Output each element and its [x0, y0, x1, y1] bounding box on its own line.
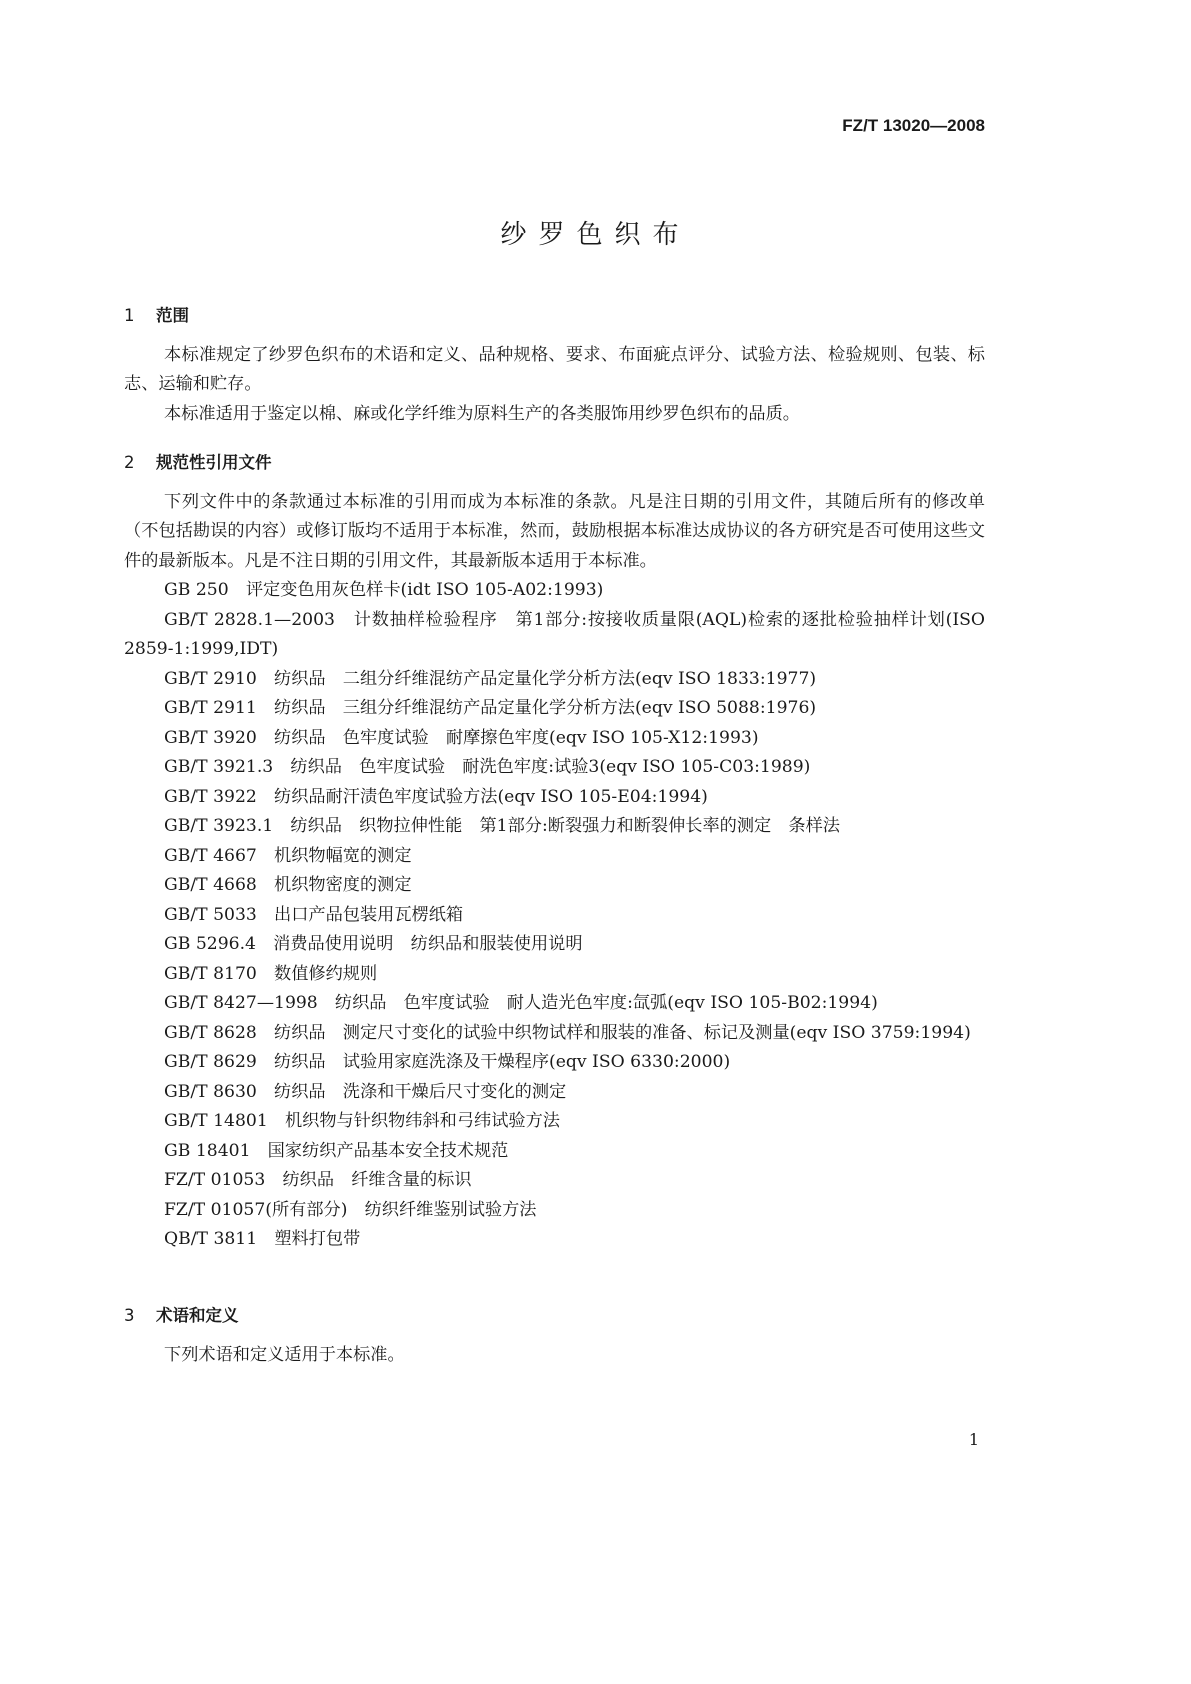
reference-item: GB/T 8427—1998 纺织品 色牢度试验 耐人造光色牢度:氙弧(eqv ISO 105-B02:1994) — [164, 993, 878, 1013]
paragraph: 下列术语和定义适用于本标准。 — [164, 1344, 405, 1365]
reference-item: GB/T 3922 纺织品耐汗渍色牢度试验方法(eqv ISO 105-E04:1994) — [164, 786, 708, 807]
reference-item: GB/T 2910 纺织品 二组分纤维混纺产品定量化学分析方法(eqv ISO 1833:1977) — [164, 668, 817, 689]
standard-number: FZ/T 13020—2008 — [842, 116, 985, 135]
reference-item: FZ/T 01053 纺织品 纤维含量的标识 — [164, 1170, 472, 1190]
section-3 — [124, 1301, 985, 1370]
section-heading: 1 范围 — [124, 306, 189, 325]
reference-list — [124, 576, 985, 1255]
document-title: 纱罗色织布 — [500, 220, 691, 250]
section-heading: 2 规范性引用文件 — [124, 453, 272, 472]
reference-item: GB/T 2911 纺织品 三组分纤维混纺产品定量化学分析方法(eqv ISO 5088:1976) — [164, 698, 817, 718]
reference-item: QB/T 3811 塑料打包带 — [164, 1229, 361, 1249]
reference-item: GB/T 8170 数值修约规则 — [164, 963, 378, 984]
reference-item: GB/T 3921.3 纺织品 色牢度试验 耐洗色牢度:试验3(eqv ISO 105-C03:1989) — [164, 757, 811, 777]
reference-item: GB/T 8630 纺织品 洗涤和干燥后尺寸变化的测定 — [164, 1081, 567, 1102]
reference-item: GB/T 3923.1 纺织品 织物拉伸性能 第1部分:断裂强力和断裂伸长率的测定 条样法 — [164, 816, 840, 836]
section-2 — [124, 448, 985, 1255]
reference-item: GB/T 14801 机织物与针织物纬斜和弓纬试验方法 — [164, 1111, 560, 1131]
reference-item: GB/T 2828.1—2003 计数抽样检验程序 第1部分:按接收质量限(AQL)检索的逐批检验抽样计划(ISO 2859-1:1999,IDT) — [124, 609, 985, 659]
reference-item: GB/T 8629 纺织品 试验用家庭洗涤及干燥程序(eqv ISO 6330:2000) — [164, 1052, 731, 1072]
reference-item: GB 5296.4 消费品使用说明 纺织品和服装使用说明 — [164, 934, 583, 954]
page-number: 1 — [968, 1430, 979, 1449]
reference-item: GB 250 评定变色用灰色样卡(idt ISO 105-A02:1993) — [164, 580, 604, 600]
reference-item: GB/T 5033 出口产品包装用瓦楞纸箱 — [164, 904, 464, 925]
paragraph: 下列文件中的条款通过本标准的引用而成为本标准的条款。凡是注日期的引用文件，其随后所有的修改单（不包括勘误的内容）或修订版均不适用于本标准，然而，鼓励根据本标准达成协议的各方研究是否可使用这些文件的最新版本。凡是不注日期的引用文件，其最新版本适用于本标准。 — [124, 491, 985, 571]
reference-item: GB/T 8628 纺织品 测定尺寸变化的试验中织物试样和服装的准备、标记及测量(eqv ISO 3759:1994) — [164, 1022, 971, 1043]
section-1 — [124, 301, 985, 429]
reference-item: GB/T 3920 纺织品 色牢度试验 耐摩擦色牢度(eqv ISO 105-X12:1993) — [164, 727, 759, 748]
reference-item: GB/T 4668 机织物密度的测定 — [164, 875, 412, 895]
paragraph: 本标准适用于鉴定以棉、麻或化学纤维为原料生产的各类服饰用纱罗色织布的品质。 — [164, 403, 800, 424]
reference-item: GB 18401 国家纺织产品基本安全技术规范 — [164, 1140, 509, 1161]
reference-item: FZ/T 01057(所有部分) 纺织纤维鉴别试验方法 — [164, 1199, 537, 1220]
section-heading: 3 术语和定义 — [124, 1306, 239, 1325]
paragraph: 本标准规定了纱罗色织布的术语和定义、品种规格、要求、布面疵点评分、试验方法、检验规则、包装、标志、运输和贮存。 — [124, 344, 985, 394]
reference-item: GB/T 4667 机织物幅宽的测定 — [164, 845, 412, 866]
